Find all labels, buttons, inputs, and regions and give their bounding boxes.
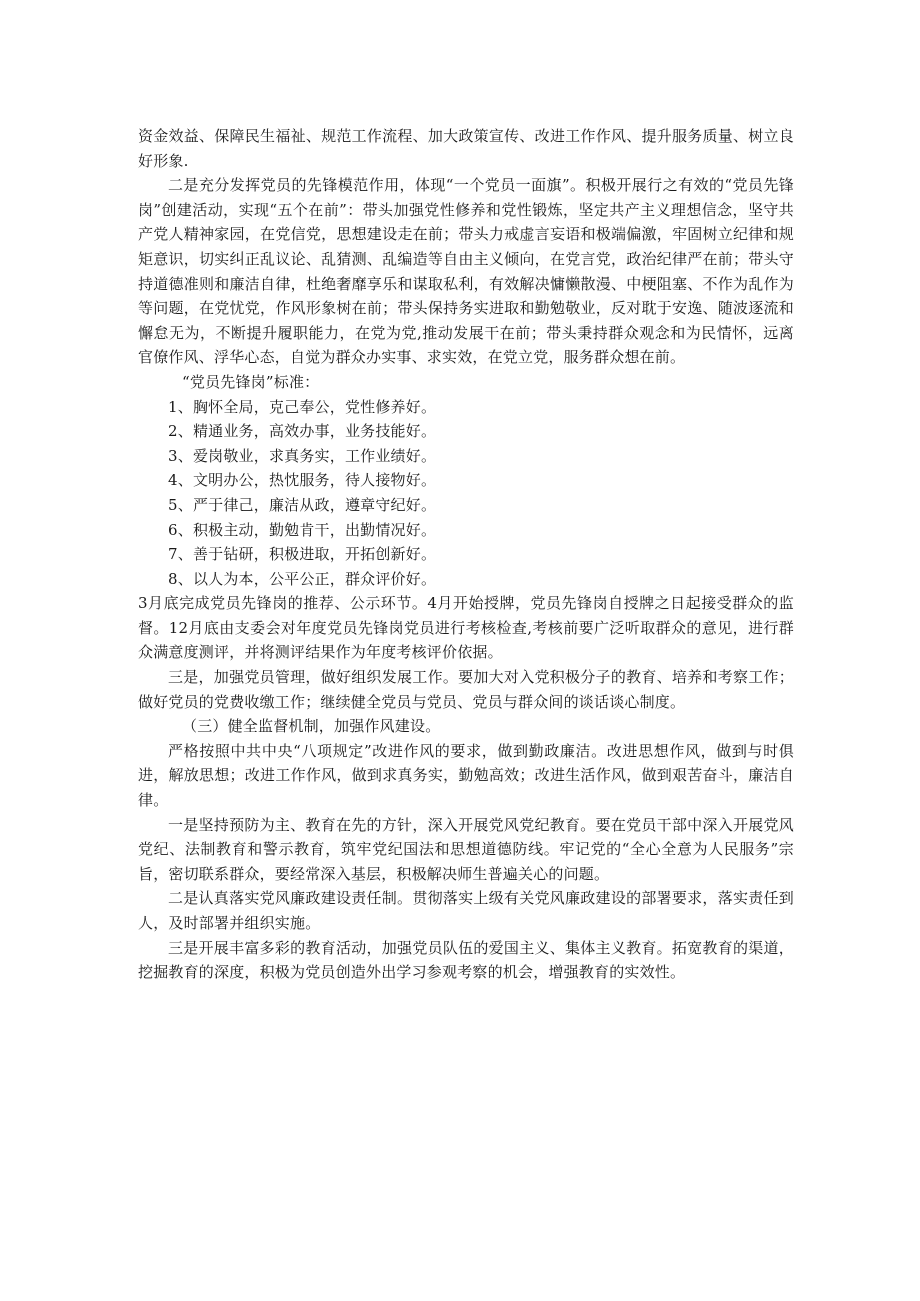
- paragraph-education-activities: 三是开展丰富多彩的教育活动，加强党员队伍的爱国主义、集体主义教育。拓宽教育的渠道，挖掘教育的深度，积极为党员创造外出学习参观考察的机会，增强教育的实效性。: [138, 938, 794, 982]
- standards-list-item: 2、精通业务，高效办事，业务技能好。: [168, 422, 437, 441]
- standards-list-item: 5、严于律己，廉洁从政，遵章守纪好。: [168, 495, 437, 514]
- standards-list-item: 4、文明办公，热忱服务，待人接物好。: [168, 471, 437, 490]
- standards-list-item: 6、积极主动，勤勉肯干，出勤情况好。: [168, 520, 437, 539]
- document-page: [138, 124, 794, 985]
- standards-list-item: 7、善于钻研，积极进取，开拓创新好。: [168, 545, 437, 564]
- standards-list-item: 1、胸怀全局，克己奉公，党性修养好。: [168, 397, 437, 416]
- standards-heading: “党员先锋岗”标准：: [182, 372, 320, 391]
- standards-list-item: 3、爱岗敬业，求真务实，工作业绩好。: [168, 446, 437, 465]
- paragraph-eight-rules: 严格按照中共中央“八项规定”改进作风的要求，做到勤政廉洁。改进思想作风，做到与时俱进，解放思想；改进工作作风，做到求真务实，勤勉高效；改进生活作风，做到艰苦奋斗，廉洁自律。: [138, 741, 794, 810]
- paragraph-responsibility-system: 二是认真落实党风廉政建设责任制。贯彻落实上级有关党风廉政建设的部署要求，落实责任到人，及时部署并组织实施。: [138, 889, 794, 932]
- standards-list-item: 8、以人为本，公平公正，群众评价好。: [168, 569, 437, 588]
- paragraph-member-management: 三是，加强党员管理，做好组织发展工作。要加大对入党积极分子的教育、培养和考察工作；做好党员的党费收缴工作；继续健全党员与党员、党员与群众间的谈话谈心制度。: [138, 668, 794, 711]
- section-heading-supervision: （三）健全监督机制，加强作风建设。: [182, 717, 441, 736]
- paragraph-schedule: 3月底完成党员先锋岗的推荐、公示环节。4月开始授牌，党员先锋岗自授牌之日起接受群众的监督。12月底由支委会对年度党员先锋岗党员进行考核检查,考核前要广泛听取群众的意见，进行群众满意度测评，并将测评结果作为年度考核评价依据。: [138, 594, 794, 662]
- paragraph-vanguard-role: 二是充分发挥党员的先锋模范作用，体现“一个党员一面旗”。积极开展行之有效的“党员先锋岗”创建活动，实现“五个在前”：带头加强党性修养和党性锻炼，坚定共产主义理想信念，坚守共产党人精神家园，在党信党，思想建设走在前；带头力戒虚言妄语和极端偏激，牢固树立纪律和规矩意识，切实纠正乱议论、乱猜测、乱编造等自由主义倾向，在党言党，政治纪律严在前；带头守持道德准则和廉洁自律，杜绝奢靡享乐和谋取私利，有效解决慵懒散漫、中梗阻塞、不作为乱作为等问题，在党忧党，作风形象树在前；带头保持务实进取和勤勉敬业，反对耽于安逸、随波逐流和懈怠无为，不断提升履职能力，在党为党,推动发展干在前；带头秉持群众观念和为民情怀，远离官僚作风、浮华心态，自觉为群众办实事、求实效，在党立党，服务群众想在前。: [138, 176, 794, 367]
- paragraph-intro-continuation: 资金效益、保障民生福祉、规范工作流程、加大政策宣传、改进工作作风、提升服务质量、树立良好形象.: [138, 127, 794, 170]
- paragraph-prevention-education: 一是坚持预防为主、教育在先的方针，深入开展党风党纪教育。要在党员干部中深入开展党风党纪、法制教育和警示教育，筑牢党纪国法和思想道德防线。牢记党的“全心全意为人民服务”宗旨，密切联系群众，要经常深入基层，积极解决师生普遍关心的问题。: [138, 815, 794, 883]
